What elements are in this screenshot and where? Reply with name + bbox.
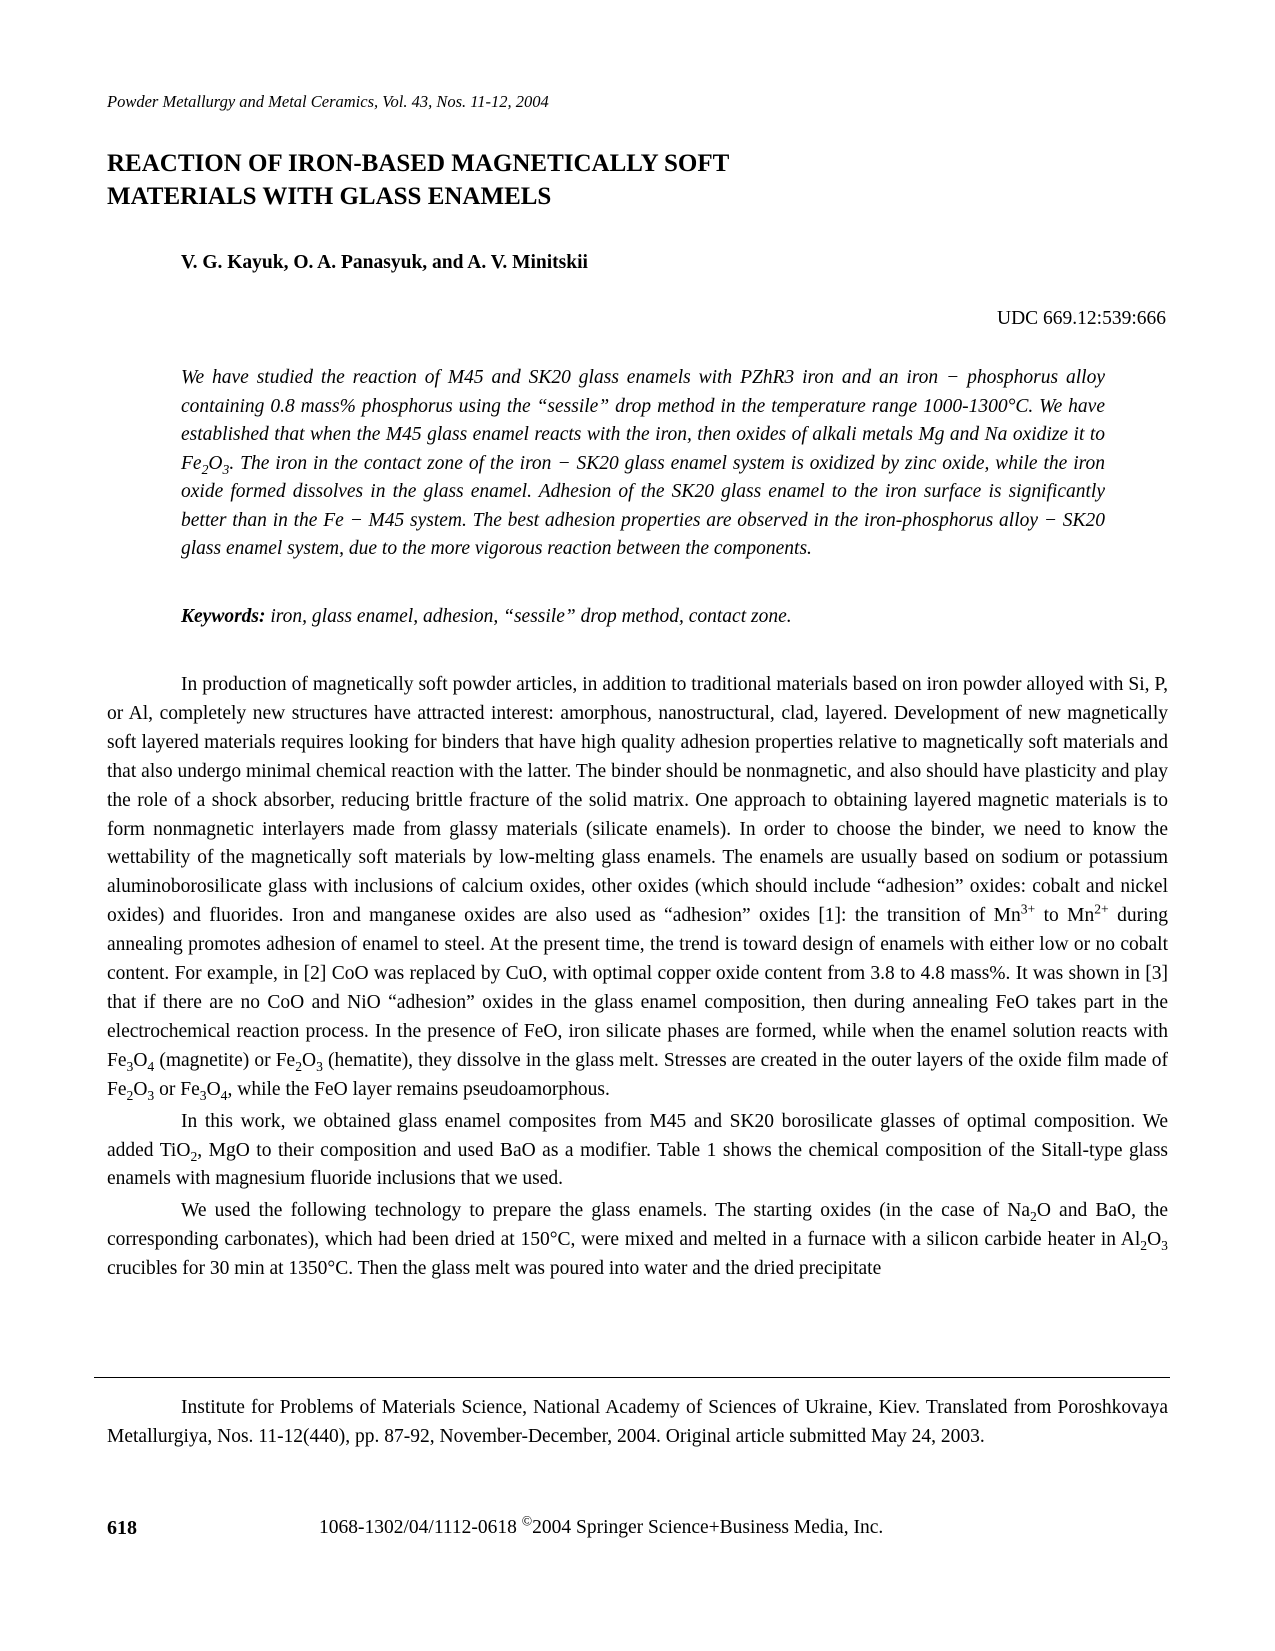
affiliation-footnote: Institute for Problems of Materials Science, National Academy of Sciences of Ukraine, Kiev. Translated from Poroshkovaya Metallurgiya, Nos. 11-12(440), pp. 87-92, November-December, 2004. Original article submitted May 24, 2003. — [107, 1397, 1168, 1447]
authors: V. G. Kayuk, O. A. Panasyuk, and A. V. Minitskii — [181, 252, 588, 273]
title-line-2: MATERIALS WITH GLASS ENAMELS — [107, 183, 552, 210]
paper-title — [107, 147, 1007, 213]
keywords — [181, 606, 1105, 628]
copyright-line: 1068-1302/04/1112-0618 ©2004 Springer Science+Business Media, Inc. — [319, 1513, 884, 1538]
keywords-text: iron, glass enamel, adhesion, “sessile” drop method, contact zone. — [265, 606, 792, 627]
paragraph-2: In this work, we obtained glass enamel composites from M45 and SK20 borosilicate glasses of optimal composition. We added TiO$_2$, MgO to their composition and used BaO as a modifier. Table 1 shows the chemical composition of the Sitall-type glass enamels with magnesium fluoride inclusions that we used. — [107, 1110, 1169, 1190]
body-text — [107, 671, 1168, 1287]
paragraph-1: In production of magnetically soft powder articles, in addition to traditional materials based on iron powder alloyed with Si, P, or Al, completely new structures have attracted interest: amorphous, nanostructural, clad, layered. Development of new magnetically soft layered materials requires looking for binders that have high quality adhesion properties relative to magnetically soft materials and that also undergo minimal chemical reaction with the latter. The binder should be nonmagnetic, and also should have plasticity and play the role of a shock absorber, reducing brittle fracture of the solid matrix. One approach to obtaining layered magnetic materials is to form nonmagnetic interlayers made from glassy materials (silicate enamels). In order to choose the binder, we need to know the wettability of the magnetically soft materials by low-melting glass enamels. The enamels are usually based on sodium or potassium aluminoborosilicate glass with inclusions of calcium oxides, other oxides (which should include “adhesion” oxides: cobalt and nickel oxides) and fluorides. Iron and manganese oxides are also used as “adhesion” oxides [1]: the transition of $Mn^{3+}$ to $Mn^{2+}$ during annealing promotes adhesion of enamel to steel. At the present time, the trend is toward design of enamels with either low or no cobalt content. For example, in [2] CoO was replaced by CuO, with optimal copper oxide content from 3.8 to 4.8 mass%. It was shown in [3] that if there are no CoO and NiO “adhesion” oxides in the glass enamel composition, then during annealing FeO takes part in the electrochemical reaction process. In the presence of FeO, iron silicate phases are formed, while when the enamel solution reacts with $Fe_3O_4$ (magnetite) or $Fe_2O_3$ (hematite), they dissolve in the glass melt. Stresses are created in the outer layers of the oxide film made of $Fe_2O_3$ or $Fe_3O_4$, while the FeO layer remains pseudoamorphous. — [107, 674, 1169, 1103]
footnote-rule — [94, 1377, 1170, 1378]
title-line-1: REACTION OF IRON-BASED MAGNETICALLY SOFT — [107, 150, 730, 177]
journal-header: Powder Metallurgy and Metal Ceramics, Vol. 43, Nos. 11-12, 2004 — [107, 92, 549, 111]
page-number: 618 — [107, 1517, 137, 1539]
paragraph-3: We used the following technology to prepare the glass enamels. The starting oxides (in the case of $Na_2O$ and BaO, the corresponding carbonates), which had been dried at 150°C, were mixed and melted in a furnace with a silicon carbide heater in $Al_2O_3$ crucibles for 30 min at 1350°C. Then the glass melt was poured into water and the dried precipitate — [107, 1200, 1168, 1280]
abstract — [181, 364, 1105, 564]
keywords-label: Keywords: — [181, 606, 266, 627]
udc-code: UDC 669.12:539:666 — [996, 308, 1166, 329]
copyright-symbol: © — [521, 1513, 533, 1529]
abstract-text: We have studied the reaction of M45 and SK20 glass enamels with PZhR3 iron and an iron − phosphorus alloy containing 0.8 mass% phosphorus using the “sessile” drop method in the temperature range 1000-1300°C. We have established that when the M45 glass enamel reacts with the iron, then oxides of alkali metals Mg and Na oxidize it to $Fe_2O_3$. The iron in the contact zone of the iron − SK20 glass enamel system is oxidized by zinc oxide, while the iron oxide formed dissolves in the glass enamel. Adhesion of the SK20 glass enamel to the iron surface is significantly better than in the Fe − M45 system. The best adhesion properties are observed in the iron-phosphorus alloy − SK20 glass enamel system, due to the more vigorous reaction between the components. — [181, 367, 1105, 559]
